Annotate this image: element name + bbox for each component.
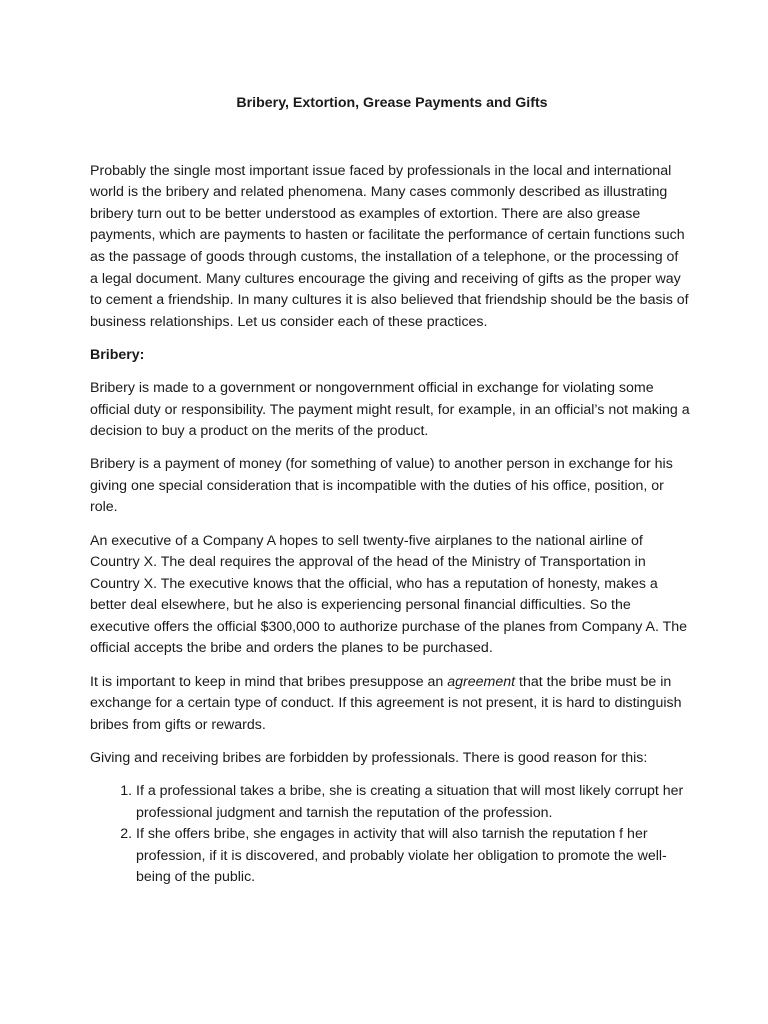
reasons-list	[90, 781, 690, 889]
agreement-text-after: that the bribe must be in exchange for a certain type of conduct. If this agreement is not present, it is hard to distinguish bribes from gifts or rewards.	[90, 673, 682, 733]
list-item: 1. If a professional takes a bribe, she is creating a situation that will most likely corrupt her professional judgment and tarnish the reputation of the profession.	[136, 781, 690, 824]
agreement-paragraph	[90, 672, 690, 737]
example-paragraph: An executive of a Company A hopes to sell twenty-five airplanes to the national airline of Country X. The deal requires the approval of the head of the Ministry of Transportation in Country X. The executive knows that the official, who has a reputation of honesty, makes a better deal elsewhere, but he also is experiencing personal financial difficulties. So the executive offers the official $300,000 to authorize purchase of the planes from Company A. The official accepts the bribe and orders the planes to be purchased.	[90, 532, 688, 657]
list-item: 2. If she offers bribe, she engages in activity that will also tarnish the reputation f her profession, if it is discovered, and probably violate her obligation to promote the well-being of the public.	[136, 824, 690, 889]
bribery-payment-paragraph: Bribery is a payment of money (for something of value) to another person in exchange for his giving one special consideration that is incompatible with the duties of his office, position, or role.	[90, 456, 673, 516]
agreement-emphasis: agreement	[447, 673, 516, 690]
document-body	[90, 93, 690, 889]
intro-paragraph: Probably the single most important issue faced by professionals in the local and international world is the bribery and related phenomena. Many cases commonly described as illustrating bribery turn out to be better understood as examples of extortion. There are also grease payments, which are payments to hasten or facilitate the performance of certain functions such as the passage of goods through customs, the installation of a telephone, or the processing of a legal document. Many cultures encourage the giving and receiving of gifts as the proper way to cement a friendship. In many cultures it is also believed that friendship should be the basis of business relationships. Let us consider each of these practices.	[90, 162, 689, 330]
document-title: Bribery, Extortion, Grease Payments and Gifts	[236, 95, 548, 111]
forbidden-paragraph: Giving and receiving bribes are forbidden by professionals. There is good reason for this:	[90, 749, 648, 766]
bribery-definition-paragraph: Bribery is made to a government or nongovernment official in exchange for violating some official duty or responsibility. The payment might result, for example, in an official’s not making a decision to buy a product on the merits of the product.	[90, 379, 690, 440]
agreement-text-before: It is important to keep in mind that bribes presuppose an	[90, 673, 448, 690]
bribery-heading: Bribery:	[90, 346, 145, 363]
